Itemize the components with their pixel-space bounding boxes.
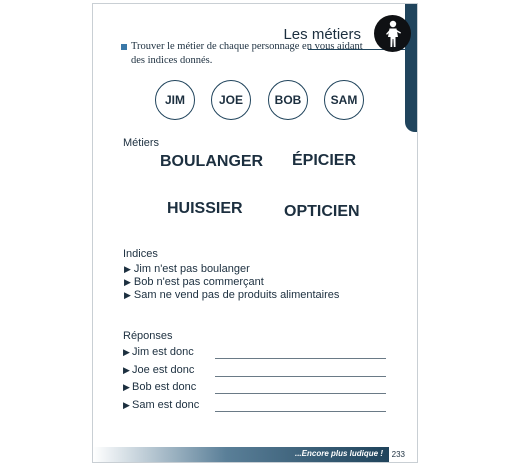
answer-line-jim[interactable] <box>215 358 386 359</box>
answer-row-sam <box>123 399 393 413</box>
name-bubble-sam: SAM <box>324 80 364 120</box>
answer-prompt: Jim est donc <box>132 346 194 358</box>
answer-prompt: Bob est donc <box>132 381 197 393</box>
name-bubble-joe: JOE <box>211 80 251 120</box>
clue-item: ▶ Sam ne vend pas de produits alimentaires <box>124 289 340 301</box>
instruction-bullet <box>121 44 127 50</box>
page-number: 233 <box>391 450 405 459</box>
job-tag-huissier: HUISSIER <box>163 198 247 220</box>
clues-section-label: Indices <box>120 248 161 260</box>
triangle-right-icon: ▶ <box>123 400 130 410</box>
footer-band <box>93 447 389 462</box>
instruction-text: Trouver le métier de chaque personnage en vous aidant des indices donnés. <box>131 41 363 66</box>
footer-tagline: ...Encore plus ludique ! <box>294 449 383 458</box>
job-tag-boulanger: BOULANGER <box>156 151 267 173</box>
name-bubble-bob: BOB <box>268 80 308 120</box>
job-tag-epicier: ÉPICIER <box>288 150 360 172</box>
answer-line-sam[interactable] <box>215 411 386 412</box>
answers-section-label: Réponses <box>120 330 176 342</box>
clue-item: ▶ Jim n'est pas boulanger <box>124 263 250 275</box>
answer-row-joe <box>123 364 393 378</box>
answer-prompt: Joe est donc <box>132 364 195 376</box>
triangle-right-icon: ▶ <box>123 347 130 357</box>
answer-line-joe[interactable] <box>215 376 386 377</box>
triangle-right-icon: ▶ <box>123 365 130 375</box>
job-tag-opticien: OPTICIEN <box>280 201 364 223</box>
answer-prompt: Sam est donc <box>132 399 200 411</box>
page-title: Les métiers <box>283 26 361 43</box>
answer-row-jim <box>123 346 393 360</box>
triangle-right-icon: ▶ <box>124 264 131 274</box>
triangle-right-icon: ▶ <box>124 277 131 287</box>
jobs-section-label: Métiers <box>120 137 162 149</box>
name-bubble-jim: JIM <box>155 80 195 120</box>
answer-line-bob[interactable] <box>215 393 386 394</box>
worksheet-page <box>92 3 418 463</box>
clue-item: ▶ Bob n'est pas commerçant <box>124 276 264 288</box>
triangle-right-icon: ▶ <box>123 382 130 392</box>
triangle-right-icon: ▶ <box>124 290 131 300</box>
person-silhouette-icon <box>374 15 411 52</box>
answer-row-bob <box>123 381 393 395</box>
